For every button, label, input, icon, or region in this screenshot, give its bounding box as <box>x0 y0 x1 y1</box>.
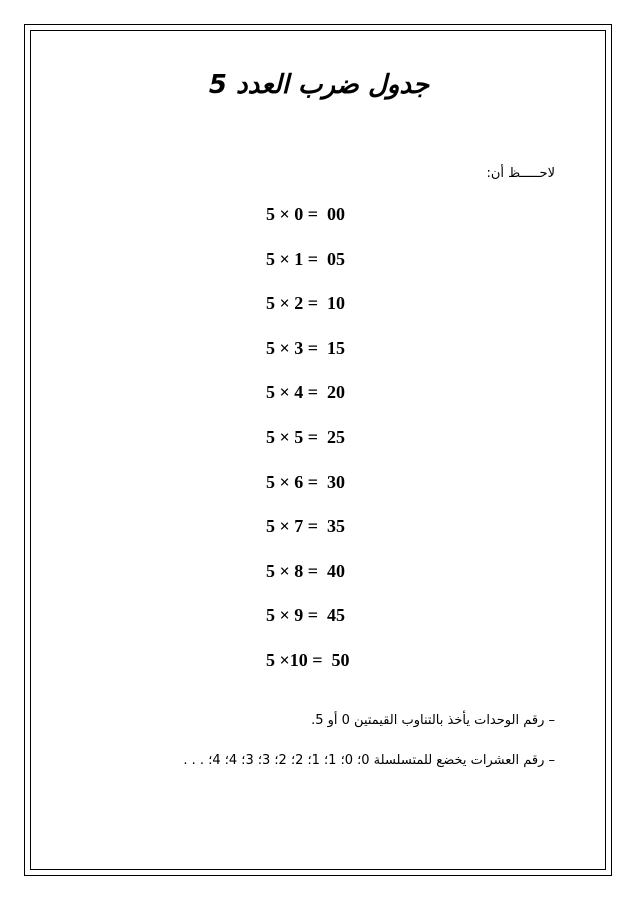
multiplication-table <box>266 203 376 694</box>
page-title: جدول ضرب العدد 5 <box>208 70 430 100</box>
table-row: 5 × 0 = 00 <box>266 204 346 224</box>
table-row: 5 × 7 = 35 <box>266 516 346 537</box>
table-row: 5 × 5 = 25 <box>266 426 346 447</box>
table-row: 5 × 9 = 45 <box>266 605 346 626</box>
note-label: لاحـــــظ أن: <box>486 166 555 181</box>
table-row: 5 × 8 = 40 <box>266 560 346 581</box>
table-row: 5 × 4 = 20 <box>266 382 346 403</box>
observation-tens-digit: – رقم العشرات يخضع للمتسلسلة 0؛ 0؛ 1؛ 1؛ 2؛ 2؛ 3؛ 3؛ 4؛ 4؛ . . . <box>183 753 555 768</box>
table-row: 5 ×10 = 50 <box>266 649 350 670</box>
observation-units-digit: – رقم الوحدات يأخذ بالتناوب القيمتين 0 أو 5. <box>311 713 555 728</box>
table-row: 5 × 1 = 05 <box>266 248 346 269</box>
table-row: 5 × 2 = 10 <box>266 293 346 314</box>
table-row: 5 × 6 = 30 <box>266 471 346 492</box>
table-row: 5 × 3 = 15 <box>266 337 346 358</box>
